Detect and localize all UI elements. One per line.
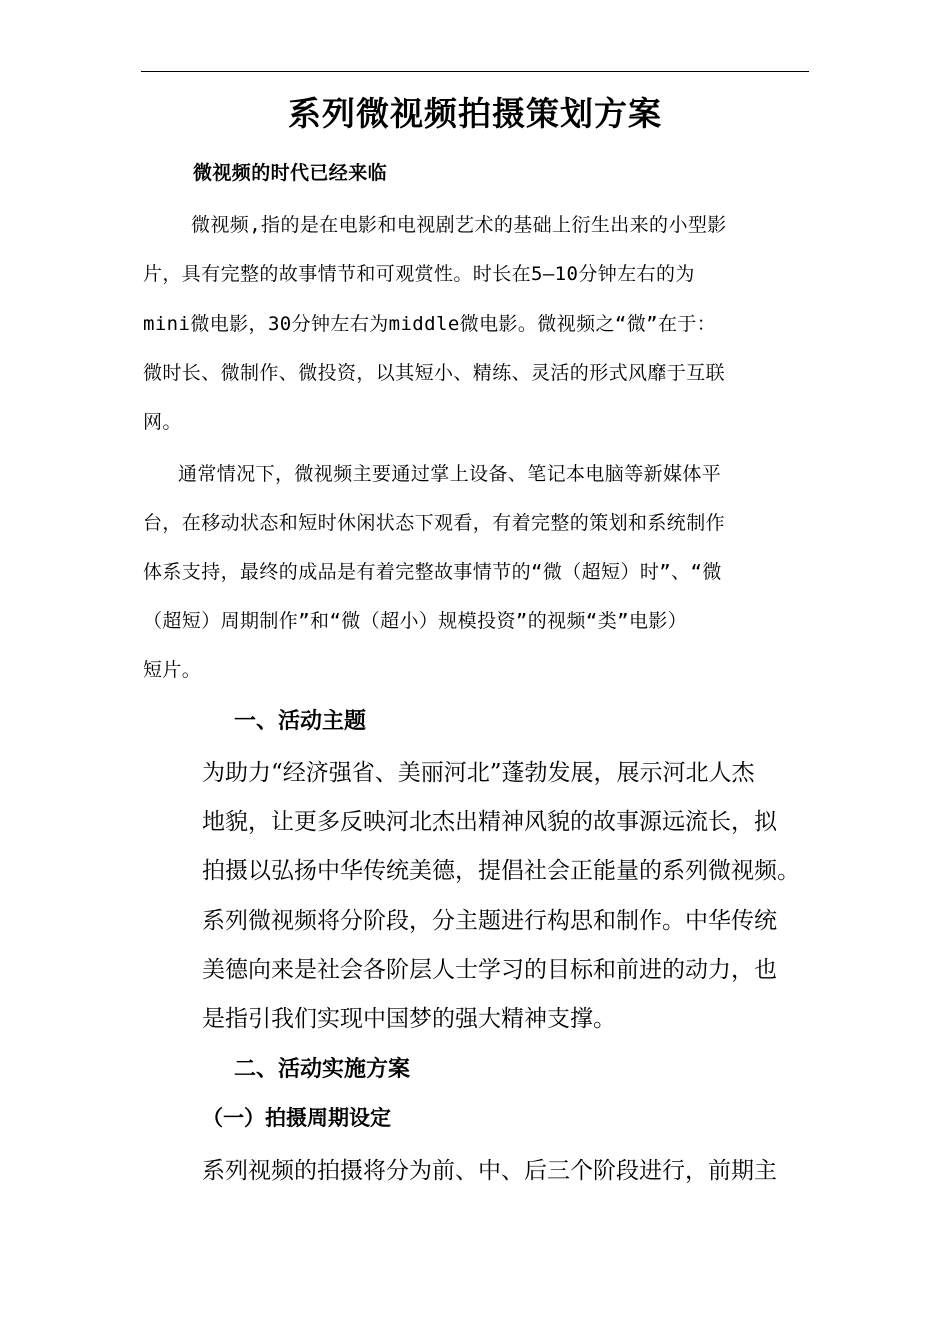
second-para-line-4: （超短）周期制作”和“微（超小）规模投资”的视频“类”电影） — [143, 610, 688, 632]
intro-line-1: 微视频,指的是在电影和电视剧艺术的基础上衍生出来的小型影 — [191, 214, 727, 236]
intro-line-2: 片，具有完整的故事情节和可观赏性。时长在5—10分钟左右的为 — [143, 263, 695, 285]
second-para-line-1: 通常情况下，微视频主要通过掌上设备、笔记本电脑等新媒体平 — [178, 463, 722, 485]
intro-line-4: 微时长、微制作、微投资，以其短小、精练、灵活的形式风靡于互联 — [143, 362, 726, 384]
theme-line-3: 拍摄以弘扬中华传统美德，提倡社会正能量的系列微视频。 — [202, 858, 800, 884]
theme-line-4: 系列微视频将分阶段，分主题进行构思和制作。中华传统 — [202, 908, 777, 934]
header-rule — [141, 71, 809, 72]
intro-line-3: mini微电影，30分钟左右为middle微电影。微视频之“微”在于： — [143, 313, 717, 335]
theme-line-2: 地貌，让更多反映河北杰出精神风貌的故事源远流长，拟 — [202, 809, 777, 835]
subheading: 微视频的时代已经来临 — [193, 162, 388, 184]
second-para-line-5: 短片。 — [143, 659, 202, 681]
subsection-heading-schedule: （一）拍摄周期设定 — [202, 1105, 391, 1130]
intro-line-5: 网。 — [143, 411, 182, 433]
theme-line-6: 是指引我们实现中国梦的强大精神支撑。 — [202, 1006, 616, 1032]
theme-line-5: 美德向来是社会各阶层人士学习的目标和前进的动力，也 — [202, 957, 777, 983]
section-heading-theme: 一、活动主题 — [234, 708, 367, 734]
schedule-line-1: 系列视频的拍摄将分为前、中、后三个阶段进行，前期主 — [202, 1158, 777, 1184]
section-heading-plan: 二、活动实施方案 — [234, 1056, 411, 1082]
theme-line-1: 为助力“经济强省、美丽河北”蓬勃发展，展示河北人杰 — [202, 760, 755, 786]
page-title: 系列微视频拍摄策划方案 — [288, 94, 662, 133]
second-para-line-3: 体系支持，最终的成品是有着完整故事情节的“微（超短）时”、“微 — [143, 561, 722, 583]
second-para-line-2: 台，在移动状态和短时休闲状态下观看，有着完整的策划和系统制作 — [143, 512, 726, 534]
